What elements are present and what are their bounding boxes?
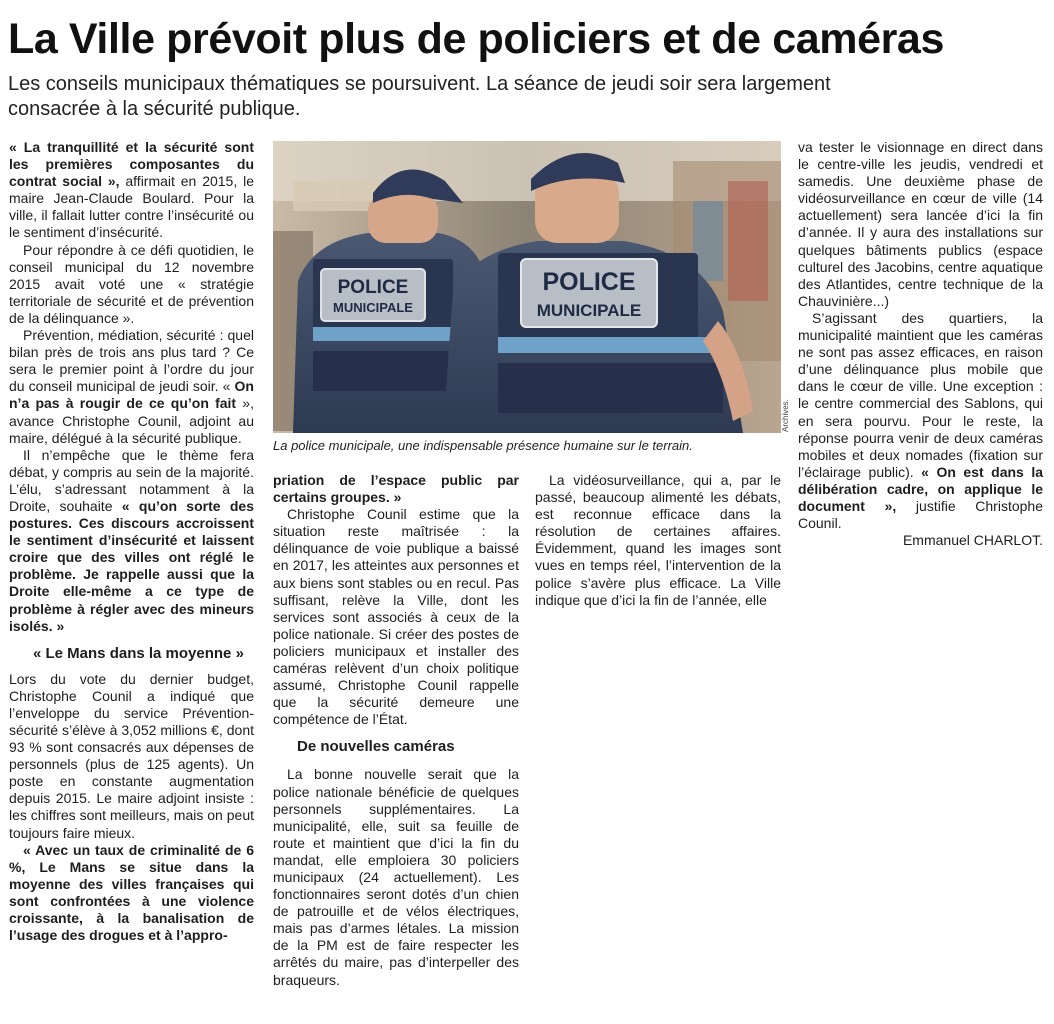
text-run: S’agissant des quartiers, la municipalité maintient que les caméras ne sont pas assez efficaces, en raison d’une délinquance plus mobile que dans le cœur de ville. Une exception : le centre commercial des Sablons, qui en sera pourvu. Pour le reste, la réponse pourra venir de deux caméras mobiles et deux nomades (fixation sur l’éclairage public). <box>798 309 1043 480</box>
intertitle: De nouvelles caméras <box>297 738 455 756</box>
patch-text: MUNICIPALE <box>333 300 413 315</box>
quote-bold: priation de l’espace public par certains groupes. » <box>273 472 519 506</box>
paragraph <box>9 327 254 447</box>
photo-credit: Archives. <box>781 399 790 432</box>
patch-text: MUNICIPALE <box>536 301 642 320</box>
text-run: Il n’empêche que le thème fera débat, y compris au sein de la majorité. L’élu, s’adressant notamment à la Droite, souhaite <box>9 446 254 514</box>
intertitle: « Le Mans dans la moyenne » <box>33 644 244 662</box>
article-column-2 <box>273 472 519 989</box>
paragraph: Pour répondre à ce défi quotidien, le conseil municipal du 12 novembre 2015 avait voté une « stratégie territoriale de sécurité et de prévention de la délinquance ». <box>9 241 254 326</box>
article-photo <box>273 141 781 433</box>
quote-bold: On n’a pas à rougir de ce qu’on fait <box>9 378 254 412</box>
paragraph <box>798 310 1043 532</box>
headline: La Ville prévoit plus de policiers et de caméras <box>8 15 944 63</box>
quote-bold: « Avec un taux de criminalité de 6 %, Le Mans se situe dans la moyenne des villes françaises qui sont confrontées à une violence croissante, à la banalisation de l’usage des drogues et à l’appro- <box>9 841 254 944</box>
subhead: Les conseils municipaux thématiques se poursuivent. La séance de jeudi soir sera largement consacrée à la sécurité publique. <box>8 73 831 120</box>
text-run: Prévention, médiation, sécurité : quel bilan près de trois ans plus tard ? Ce sera le premier point à l’ordre du jour du conseil municipal de jeudi soir. « <box>9 327 254 395</box>
patch-text: POLICE <box>337 277 409 298</box>
article-column-1 <box>9 139 254 944</box>
paragraph: Lors du vote du dernier budget, Christophe Counil a indiqué que l’enveloppe du service Prévention-sécurité s’élève à 3,052 millions €, dont 93 % sont consacrés aux dépenses de personnels (plus de 125 agents). Un poste en constante augmentation depuis 2015. Le maire adjoint insiste : les chiffres sont meilleurs, mais on peut toujours faire mieux. <box>9 670 254 841</box>
quote-bold: « On est dans la délibération cadre, on applique le document », <box>798 463 1043 514</box>
patch-text: POLICE <box>542 268 636 296</box>
police-officers-image <box>273 141 781 433</box>
article-column-4 <box>798 139 1043 549</box>
text-run: justifie Christophe Counil. <box>798 497 1043 532</box>
quote-bold: « La tranquillité et la sécurité sont les premières composantes du contrat social », <box>9 139 254 190</box>
paragraph: La vidéosurveillance, qui a, par le passé, beaucoup alimenté les débats, est reconnue efficace dans la résolution de certaines affaires. Évidemment, quand les images sont vues en temps réel, l’intervention de la police s’avère plus efficace. La Ville indique que d’ici la fin de l’année, elle <box>535 472 781 608</box>
paragraph <box>273 472 519 506</box>
paragraph <box>9 139 254 242</box>
paragraph: La bonne nouvelle serait que la police nationale bénéficie de quelques personnels supplémentaires. La municipalité, elle, suit sa feuille de route et maintient que d’ici la fin du mandat, elle emploiera 30 policiers municipaux (24 actuellement). Les fonctionnaires seront dotés d’un chien de patrouille et de vélos électriques, mais pas d’armes létales. La mission de la PM est de faire respecter les arrêtés du maire, pas d’interpeller des braqueurs. <box>273 766 519 988</box>
text-run: », avance Christophe Counil, adjoint au maire, délégué à la sécurité publique. <box>9 395 254 446</box>
paragraph: va tester le visionnage en direct dans le centre-ville les jeudis, vendredi et samedis. Une deuxième phase de vidéosurveillance en cœur de ville (14 actuellement) sera lancée d’ici la fin d’année. Il y aura des installations sur quelques bâtiments publics (espace culturel des Jacobins, centre aquatique des Atlantides, centre technique de la Chauvinière...) <box>798 139 1043 309</box>
paragraph: Christophe Counil estime que la situation reste maîtrisée : la délinquance de voie publique a baissé en 2017, les atteintes aux personnes et aux biens sont stables ou en recul. Pas suffisant, relève la Ville, dont les services sont associés à ceux de la police nationale. Si créer des postes de policiers municipaux et installer des caméras relèvent d’un choix politique assumé, Christophe Counil rappelle que la sécurité demeure une compétence de l’État. <box>273 506 519 728</box>
author-signature: Emmanuel CHARLOT. <box>902 532 1043 549</box>
paragraph <box>9 842 254 945</box>
paragraph <box>9 447 254 635</box>
text-run: affirmait en 2015, le maire Jean-Claude Boulard. Pour la ville, il fallait lutter contre l’insécurité ou le sentiment d’insécurité. <box>9 173 254 241</box>
quote-bold: « qu’on sorte des postures. Ces discours accroissent le sentiment d’insécurité et laissent croire que des villes ont réglé le problème. Je rappelle aussi que la Droite elle-même a ce type de problème à régler avec des mineurs isolés. » <box>9 497 254 634</box>
photo-caption: La police municipale, une indispensable présence humaine sur le terrain. <box>273 438 693 453</box>
article-column-3 <box>535 472 781 609</box>
